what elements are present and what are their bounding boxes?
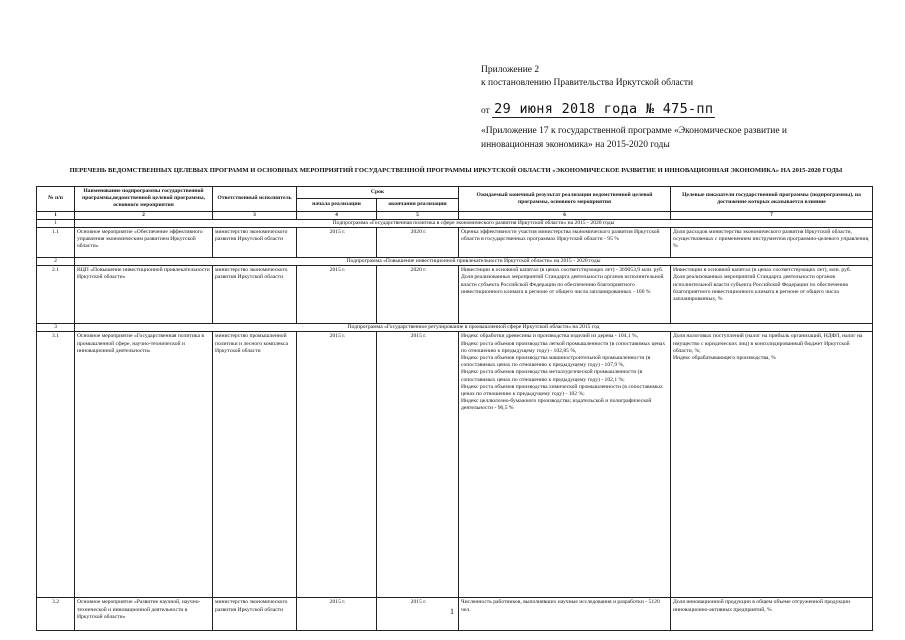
indicators-line: Доля расходов министерства экономического развития Иркутской области, осуществляемых с применением инструментов программно-целевого управления, % xyxy=(673,229,870,250)
table-row xyxy=(37,228,873,258)
header-term: Срок xyxy=(297,187,459,199)
header-executor: Ответственный исполнитель xyxy=(213,187,297,212)
row-num: 3.2 xyxy=(37,598,75,631)
section-row xyxy=(37,324,873,332)
section-title: Подпрограмма «Повышение инвестиционной привлекательности Иркутской области» на 2015 - 2020 годы xyxy=(75,258,873,266)
indicators-line: Доля реализованных мероприятий Стандарта деятельности органов исполнительной власти субъекта Российской Федерации по обеспечению благоприятного инвестиционного климата в регионе от общего числа запланированных, % xyxy=(673,274,849,303)
appendix-label: Приложение 2 xyxy=(481,65,540,75)
result-line: Индекс роста объемов производства металлургической промышленности (в сопоставимых ценах по отношению к предыдущему году) - 102,1 %; xyxy=(461,369,643,383)
page-number: 1 xyxy=(450,607,454,616)
header-result: Ожидаемый конечный результат реализации ведомственной целевой программы, основного мероприятия xyxy=(459,187,671,212)
row-result xyxy=(459,228,671,258)
header-name: Наименование подпрограммы государственной программы,ведомственной целевой программы, основного мероприятия xyxy=(75,187,213,212)
program-reference-line1: «Приложение 17 к государственной программе «Экономическое развитие и xyxy=(481,126,788,136)
table-row xyxy=(37,598,873,631)
result-line: Индекс роста объемов производства машиностроительной промышленности (в сопоставимых ценах по отношению к предыдущему году) - 107,9 %, xyxy=(461,355,651,369)
result-line: Индекс роста объемов производства химической промышленности (в сопоставимых ценах по отношению к предыдущему году) - 102 %; xyxy=(461,383,663,398)
row-indicators xyxy=(671,266,873,324)
row-name: Основное мероприятие «Развитие научной, научно-технической и инновационной деятельности в Иркутской области» xyxy=(75,598,213,631)
column-number: 5 xyxy=(377,211,459,219)
column-number: 7 xyxy=(671,211,873,219)
row-executor: министерство экономического развития Иркутской области xyxy=(213,266,297,324)
row-executor: министерство экономического развития Иркутской области xyxy=(213,228,297,258)
program-reference-line2: инновационная экономика» на 2015-2020 годы xyxy=(481,140,670,150)
result-line: Инвестиции в основной капитал (в ценах соответствующих лет) - 369053,9 млн. руб. xyxy=(461,267,664,274)
result-line: Индекс целлюлозно-бумажного производства; издательской и полиграфической деятельности - 96,5 % xyxy=(461,398,652,412)
row-executor: министерство экономического развития Иркутской области xyxy=(213,598,297,631)
header-term-start: начала реализации xyxy=(297,199,377,211)
section-num: 1 xyxy=(37,219,75,227)
row-indicators xyxy=(671,598,873,631)
table-body xyxy=(37,211,873,631)
result-line: Доля реализованных мероприятий Стандарта деятельности органов исполнительной власти субъекта Российской Федерации по обеспечению благоприятного инвестиционного климата в регионе от общего числа запланированных - 100 % xyxy=(461,274,664,295)
indicators-line: Инвестиции в основной капитал (в ценах соответствующих лет), млн. руб. xyxy=(673,267,852,274)
row-start: 2015 г. xyxy=(297,228,377,258)
section-num: 2 xyxy=(37,258,75,266)
row-result xyxy=(459,598,671,631)
section-row xyxy=(37,219,873,227)
header-term-end: окончания реализации xyxy=(377,199,459,211)
row-end: 2015 г. xyxy=(377,598,459,631)
column-number: 2 xyxy=(75,211,213,219)
row-end: 2020 г. xyxy=(377,228,459,258)
row-result xyxy=(459,332,671,598)
row-executor: министерство промышленной политики и лесного комплекса Иркутской области xyxy=(213,332,297,598)
section-num: 3 xyxy=(37,324,75,332)
row-start: 2015 г. xyxy=(297,598,377,631)
row-num: 1.1 xyxy=(37,228,75,258)
column-number: 6 xyxy=(459,211,671,219)
row-end: 2015 г. xyxy=(377,332,459,598)
decree-date-line xyxy=(481,101,715,117)
column-number: 3 xyxy=(213,211,297,219)
decree-date-handwritten: 29 июня 2018 года № 475-пп xyxy=(494,101,714,117)
row-result xyxy=(459,266,671,324)
row-indicators xyxy=(671,332,873,598)
row-name: ВЦП «Повышение инвестиционной привлекательности Иркутской области» xyxy=(75,266,213,324)
result-line: Оценка эффективности участия министерства экономического развития Иркутской области в государственных программах Иркутской области - 95 % xyxy=(461,229,660,243)
row-num: 2.1 xyxy=(37,266,75,324)
indicators-line: Доля инновационной продукции в общем объеме отгруженной продукции инновационно-активных предприятий, % xyxy=(673,599,851,613)
column-number: 4 xyxy=(297,211,377,219)
row-start: 2015 г. xyxy=(297,332,377,598)
row-name: Основное мероприятие «Государственная политика в промышленной сфере, научно-технической и инновационной деятельности» xyxy=(75,332,213,598)
row-end: 2020 г. xyxy=(377,266,459,324)
result-line: Индекс обработки древесины и производства изделий из дерева - 104,1 %, xyxy=(461,333,639,340)
appendix-header xyxy=(481,64,693,90)
table-row xyxy=(37,332,873,598)
header-num: № п/п xyxy=(37,187,75,212)
date-prefix: от xyxy=(481,106,490,116)
table-row xyxy=(37,266,873,324)
section-title: Подпрограмма «Государственная политика в сфере экономического развития Иркутской области» на 2015 - 2020 годы xyxy=(75,219,873,227)
result-line: Индекс роста объемов производства легкой промышленности (в сопоставимых ценах по отношению к предыдущему году) - 102,85 %, xyxy=(461,340,666,354)
header-indicators: Целевые показатели государственной программы (подпрограммы), на достижение которых оказывается влияние xyxy=(671,187,873,212)
row-indicators xyxy=(671,228,873,258)
decree-reference: к постановлению Правительства Иркутской области xyxy=(481,78,694,88)
row-name: Основное мероприятие «Обеспечение эффективного управления экономическим развитием Иркутской области» xyxy=(75,228,213,258)
section-row xyxy=(37,258,873,266)
document-title: ПЕРЕЧЕНЬ ВЕДОМСТВЕННЫХ ЦЕЛЕВЫХ ПРОГРАММ И ОСНОВНЫХ МЕРОПРИЯТИЙ ГОСУДАРСТВЕННОЙ ПРОГРАММЫ ИРКУТСКОЙ ОБЛАСТИ «ЭКОНОМИЧЕСКОЕ РАЗВИТИЕ И ИННОВАЦИОННАЯ ЭКОНОМИКА» НА 2015-2020 ГОДЫ xyxy=(69,167,843,174)
column-number: 1 xyxy=(37,211,75,219)
section-title: Подпрограмма «Государственное регулирование в промышленной сфере Иркутской области» на 2015 год xyxy=(75,324,873,332)
column-number-row xyxy=(37,211,873,219)
row-start: 2015 г. xyxy=(297,266,377,324)
indicators-line: Доля налоговых поступлений (налог на прибыль организаций, НДФЛ, налог на имущество с юридических лиц) в консолидированный бюджет Иркутской области, %; xyxy=(673,333,863,354)
program-table xyxy=(36,186,873,631)
result-line: Численность работников, выполнявших научные исследования и разработки - 5120 чел. xyxy=(461,599,660,613)
program-reference xyxy=(481,124,841,152)
row-num: 3.1 xyxy=(37,332,75,598)
indicators-line: Индекс обрабатывающего производства, % xyxy=(673,355,776,362)
